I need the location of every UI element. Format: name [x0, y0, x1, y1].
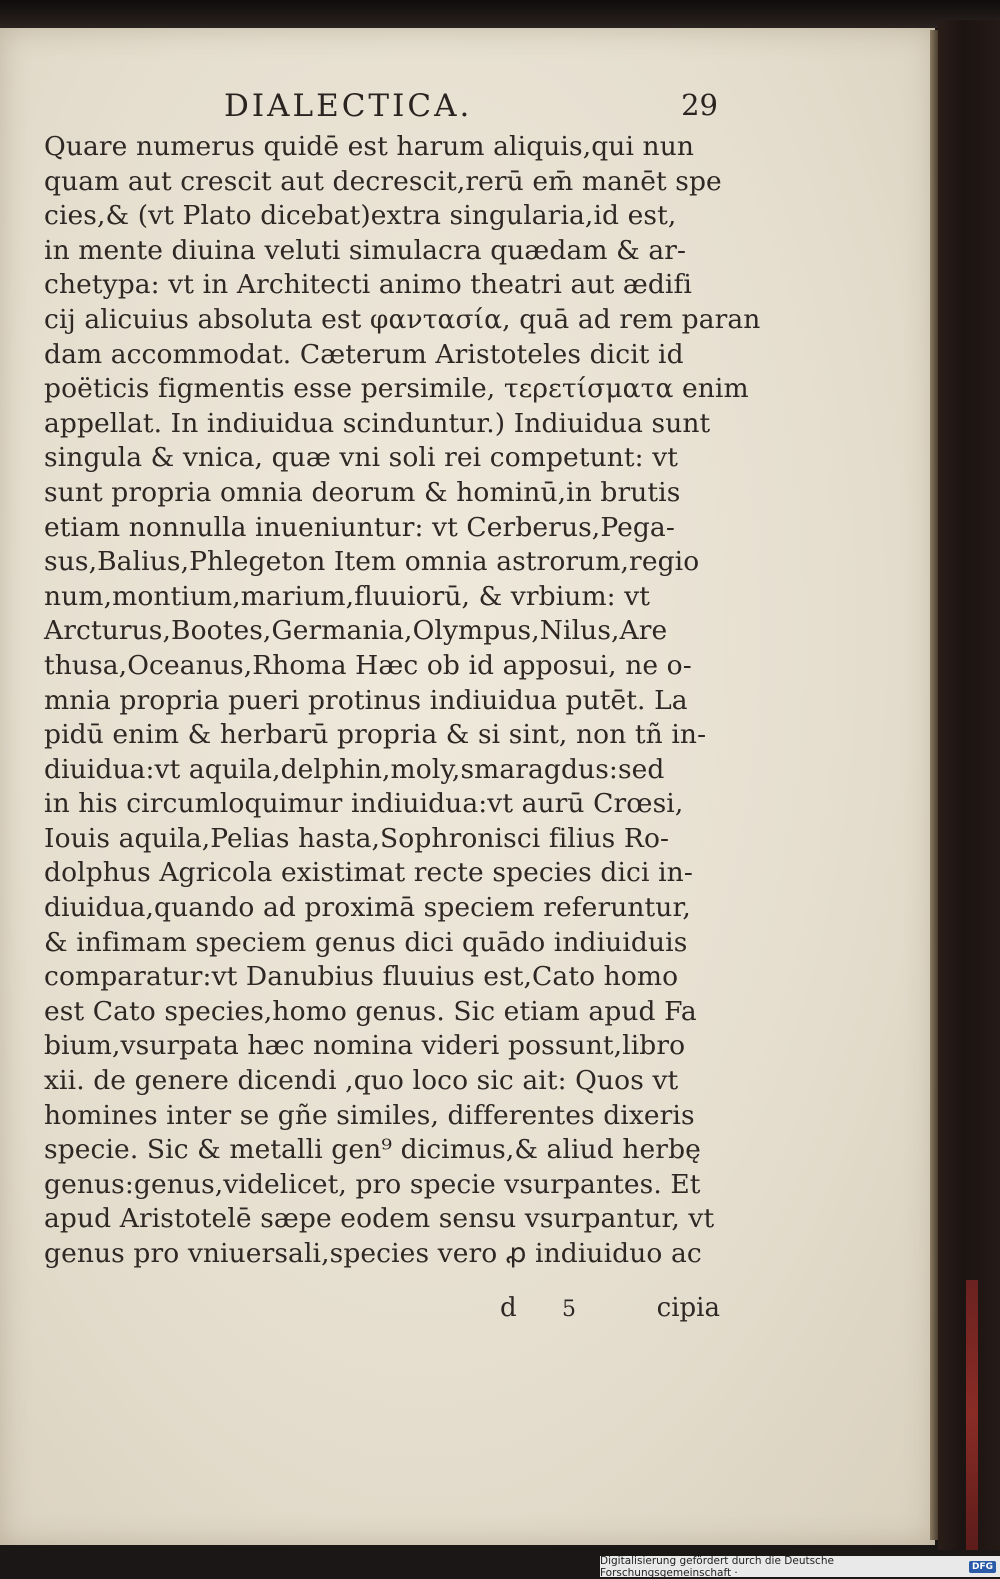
text-line: appellat. In indiuidua scinduntur.) Indiuidua sunt	[44, 407, 711, 439]
text-line: pidū enim & herbarū propria & si sint, non tñ in-	[44, 719, 707, 751]
text-line: in his circumloquimur indiuidua:vt aurū Crœsi,	[44, 788, 684, 820]
text-line: xii. de genere dicendi ,quo loco sic ait: Quos vt	[44, 1065, 679, 1097]
digitization-footer	[600, 1556, 1000, 1577]
running-head: DIALECTICA.	[224, 88, 473, 124]
text-line: cij alicuius absoluta est φαντασία, quā ad rem paran	[44, 303, 761, 335]
text-line: singula & vnica, quæ vni soli rei competunt: vt	[44, 442, 679, 474]
text-line: quam aut crescit aut decrescit,rerū em̄ manēt spe	[44, 165, 722, 197]
text-line: cies,& (vt Plato dicebat)extra singularia,id est,	[44, 200, 677, 232]
page-edge	[930, 30, 938, 1540]
ribbon-marker	[966, 1280, 978, 1550]
text-line: diuidua,quando ad proximā speciem referuntur,	[44, 892, 691, 924]
text-line: diuidua:vt aquila,delphin,moly,smaragdus:sed	[44, 753, 665, 785]
text-line: num,montium,marium,fluuiorū, & vrbium: vt	[44, 580, 651, 612]
text-line: genus pro vniuersali,species vero ꝓ indiuiduo ac	[44, 1238, 702, 1269]
text-line: Quare numerus quidē est harum aliquis,qui nun	[44, 131, 695, 162]
text-line: Iouis aquila,Pelias hasta,Sophronisci filius Ro-	[44, 822, 670, 854]
text-line: in mente diuina veluti simulacra quædam & ar-	[44, 234, 687, 266]
text-line: est Cato species,homo genus. Sic etiam apud Fa	[44, 995, 697, 1027]
text-line: comparatur:vt Danubius fluuius est,Cato homo	[44, 961, 679, 993]
body-text	[44, 130, 761, 1272]
signature-mark: d	[500, 1293, 517, 1323]
text-line: dolphus Agricola existimat recte species dici in-	[44, 857, 693, 889]
dfg-logo: DFG	[969, 1561, 996, 1573]
text-line: Arcturus,Bootes,Germania,Olympus,Nilus,Are	[44, 615, 668, 647]
text-line: specie. Sic & metalli gen⁹ dicimus,& aliud herbę	[44, 1134, 701, 1166]
text-line: mnia propria pueri protinus indiuidua putēt. La	[44, 684, 688, 716]
text-line: chetypa: vt in Architecti animo theatri aut ædifi	[44, 269, 692, 301]
signature-number: 5	[562, 1297, 576, 1322]
text-line: poëticis figmentis esse persimile, τερετίσματα enim	[44, 373, 749, 405]
page-number: 29	[681, 88, 718, 122]
text-line: dam accommodat. Cæterum Aristoteles dicit id	[44, 338, 684, 370]
scan-top-margin	[0, 0, 1000, 28]
text-line: thusa,Oceanus,Rhoma Hæc ob id apposui, ne o-	[44, 649, 692, 681]
text-line: apud Aristotelē sæpe eodem sensu vsurpantur, vt	[44, 1203, 715, 1235]
text-line: genus:genus,videlicet, pro specie vsurpantes. Et	[44, 1168, 701, 1200]
catchword: cipia	[656, 1293, 720, 1323]
text-line: etiam nonnulla inueniuntur: vt Cerberus,Pega-	[44, 511, 675, 543]
footer-credit: Digitalisierung gefördert durch die Deutsche Forschungsgemeinschaft ·	[600, 1554, 834, 1579]
text-line: sunt propria omnia deorum & hominū,in brutis	[44, 476, 681, 508]
text-line: & infimam speciem genus dici quādo indiuiduis	[44, 926, 688, 958]
text-line: homines inter se gñe similes, differentes dixeris	[44, 1099, 695, 1131]
text-line: sus,Balius,Phlegeton Item omnia astrorum,regio	[44, 546, 700, 578]
text-line: bium,vsurpata hæc nomina videri possunt,libro	[44, 1030, 686, 1062]
page-header	[48, 88, 718, 128]
